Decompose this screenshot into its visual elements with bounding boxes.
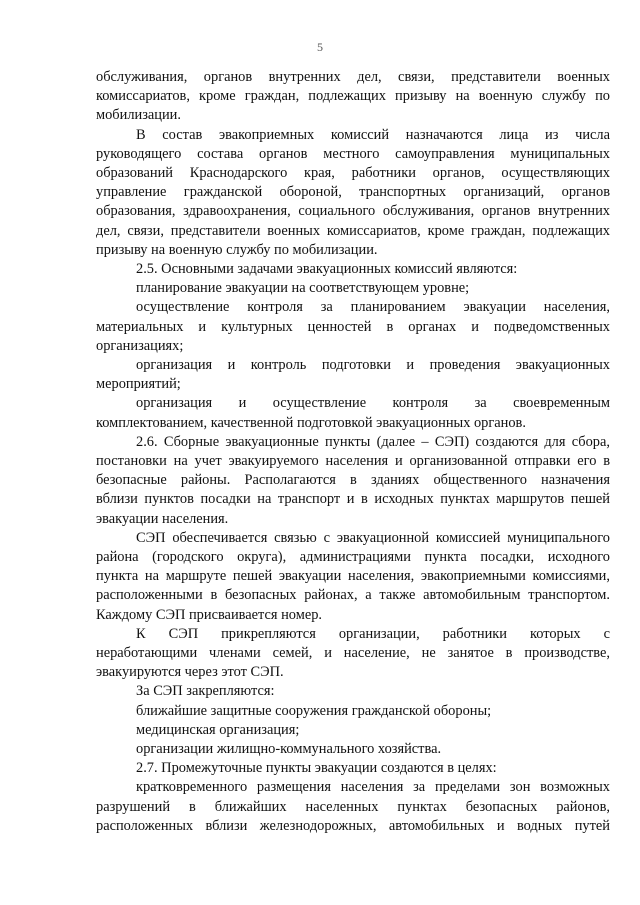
text-line: мероприятий;	[96, 376, 181, 393]
text-line: обслуживания, органов внутренних дел, связи, представители военных	[96, 69, 610, 85]
text-line: образований Краснодарского края, работники органов, осуществляющих	[96, 165, 610, 181]
text-line: эвакуируются через этот СЭП.	[96, 664, 284, 681]
text-line: 2.7. Промежуточные пункты эвакуации создаются в целях:	[136, 760, 497, 777]
text-line: пункта на маршруте пешей эвакуации населения, эвакоприемными комиссиями,	[96, 568, 610, 585]
text-line: образования, здравоохранения, социального обслуживания, органов внутренних	[96, 203, 610, 220]
text-line: управление гражданской обороной, транспортных организаций, органов	[96, 184, 610, 201]
text-line: СЭП обеспечивается связью с эвакуационной комиссией муниципального	[136, 529, 610, 546]
text-line: постановки на учет эвакуируемого населения и организованной отправки его в	[96, 453, 610, 469]
text-line: материальных и культурных ценностей в органах и подведомственных	[96, 318, 610, 335]
text-line: организациях;	[96, 337, 184, 354]
text-line: организации жилищно-коммунального хозяйства.	[136, 741, 442, 757]
text-line: расположенными в безопасных районах, а также автомобильным транспортом.	[96, 587, 610, 604]
text-line: планирование эвакуации на соответствующем уровне;	[136, 280, 470, 297]
text-line: 2.6. Сборные эвакуационные пункты (далее – СЭП) создаются для сбора,	[136, 433, 610, 450]
text-line: За СЭП закрепляются:	[136, 683, 275, 700]
text-line: ближайшие защитные сооружения гражданской обороны;	[136, 702, 492, 719]
text-line: осуществление контроля за планированием эвакуации населения,	[136, 299, 610, 316]
text-line: В состав эвакоприемных комиссий назначаются лица из числа	[136, 126, 610, 143]
text-line: разрушений в ближайших населенных пунктах безопасных районов,	[96, 798, 610, 815]
text-line: призыву на военную службу по мобилизации.	[96, 241, 378, 258]
text-line: К СЭП прикрепляются организации, работники которых с	[136, 625, 610, 642]
text-line: комплектованием, качественной подготовкой эвакуационных органов.	[96, 414, 526, 431]
text-line: района (городского округа), администрациями пункта посадки, исходного	[96, 549, 610, 565]
text-line: организация и контроль подготовки и проведения эвакуационных	[136, 357, 610, 373]
text-line: кратковременного размещения населения за пределами зон возможных	[136, 779, 610, 796]
text-line: неработающими членами семей, и население, не занятое в производстве,	[96, 645, 610, 661]
text-line: вблизи пунктов посадки на транспорт и в исходных пунктах маршрутов пешей	[96, 491, 610, 508]
text-line: комиссариатов, кроме граждан, подлежащих призыву на военную службу по	[96, 88, 610, 105]
text-line: Каждому СЭП присваивается номер.	[96, 606, 323, 623]
text-line: 2.5. Основными задачами эвакуационных комиссий являются:	[136, 261, 518, 277]
text-line: дел, связи, представители военных комиссариатов, кроме граждан, подлежащих	[96, 222, 610, 239]
text-line: мобилизации.	[96, 107, 181, 124]
text-line: организация и осуществление контроля за своевременным	[136, 395, 610, 412]
text-line: расположенных вблизи железнодорожных, автомобильных и водных путей	[96, 817, 610, 834]
text-line: эвакуации населения.	[96, 510, 229, 527]
page-number: 5	[317, 40, 323, 54]
text-line: медицинская организация;	[136, 721, 300, 738]
text-line: руководящего состава органов местного самоуправления муниципальных	[96, 145, 610, 162]
text-line: безопасные районы. Располагаются в зданиях общественного назначения	[96, 472, 610, 489]
